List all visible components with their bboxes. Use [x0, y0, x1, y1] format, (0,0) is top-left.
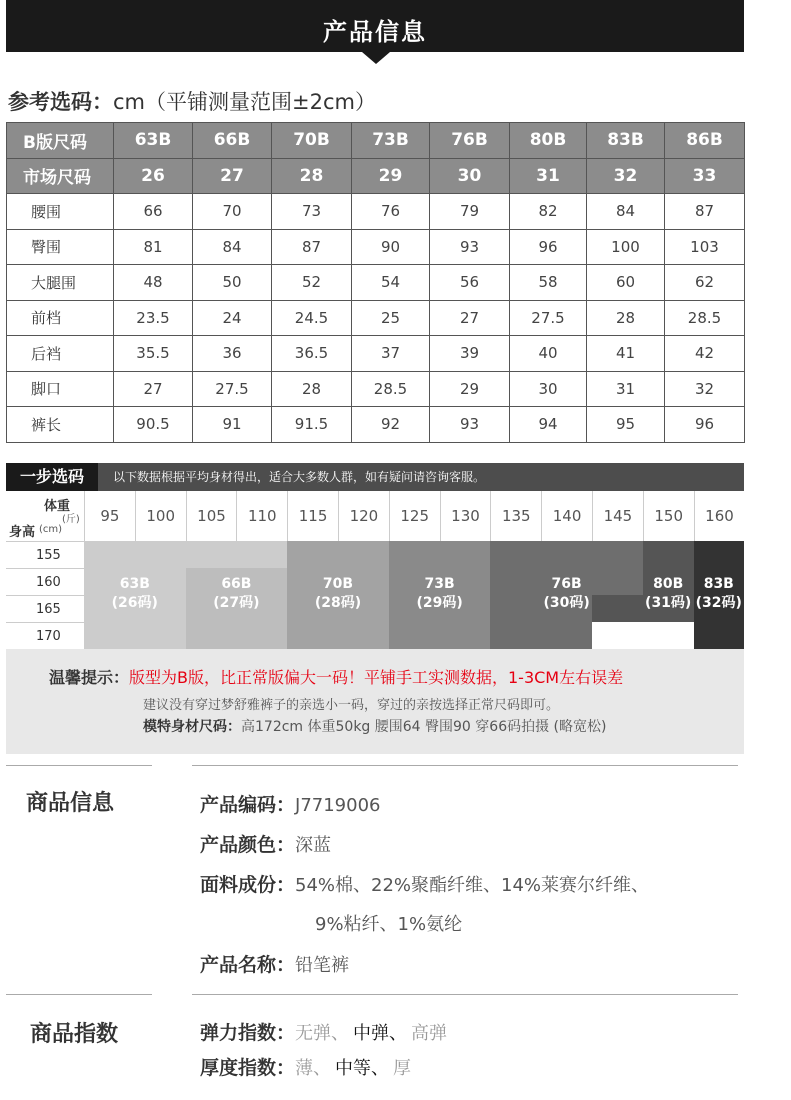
size-header-row [7, 123, 745, 159]
tips-model-line [143, 716, 606, 736]
option: 厚 [393, 1058, 412, 1079]
weight-value: 110 [236, 491, 287, 541]
weight-label: 体重 [44, 499, 71, 514]
height-label: 身高 [9, 525, 36, 540]
size-cell: 31 [587, 371, 665, 407]
size-cell: 76B [430, 123, 510, 159]
divider [6, 765, 152, 766]
size-zone [287, 622, 389, 649]
market-size: (28码) [314, 595, 362, 611]
size-zone [186, 541, 288, 568]
size-cell: 100 [587, 229, 665, 265]
reference-label: 参考选码： [8, 90, 113, 114]
size-cell: 28.5 [352, 371, 430, 407]
product-fabric-line1: 54%棉、22%聚酯纤维、14%莱赛尔纤维、 [295, 875, 650, 896]
divider [192, 765, 738, 766]
size-zone-label [643, 575, 694, 613]
weight-value: 95 [84, 491, 135, 541]
market-size: (30码) [543, 595, 590, 611]
size-cell: 91 [193, 407, 272, 443]
size-data-row [7, 407, 745, 443]
size-code: 86B [752, 576, 783, 592]
size-cell: 27 [193, 158, 272, 194]
divider [192, 994, 738, 995]
height-value: 165 [6, 595, 84, 622]
size-zone-label [490, 575, 642, 613]
option: 无弹、 [295, 1023, 350, 1044]
size-code: 76B [551, 576, 582, 592]
market-size: (32码) [695, 595, 742, 611]
size-header-row [7, 158, 745, 194]
market-size: (26码) [111, 595, 158, 611]
row-label: B版尺码 [7, 123, 114, 159]
size-cell: 80B [510, 123, 587, 159]
size-cell: 25 [352, 300, 430, 336]
elasticity-label: 弹力指数： [200, 1022, 296, 1044]
size-cell: 87 [272, 229, 352, 265]
product-color-label: 产品颜色： [200, 834, 296, 856]
height-value: 160 [6, 568, 84, 595]
weight-value: 150 [643, 491, 694, 541]
size-cell: 83B [587, 123, 665, 159]
size-data-row [7, 229, 745, 265]
banner-title: 产品信息 [323, 18, 427, 46]
size-table [6, 122, 745, 443]
thickness-row [200, 1053, 411, 1080]
row-label: 腰围 [7, 194, 114, 230]
model-info: 高172cm 体重50kg 腰围64 臀围90 穿66码拍摄 (略宽松) [241, 719, 607, 735]
size-cell: 33 [665, 158, 745, 194]
size-cell: 84 [587, 194, 665, 230]
size-cell: 24 [193, 300, 272, 336]
weight-value: 135 [490, 491, 541, 541]
product-code-label: 产品编码： [200, 794, 296, 816]
row-label: 臀围 [7, 229, 114, 265]
size-cell: 32 [665, 371, 745, 407]
size-zone-label [389, 575, 491, 613]
size-zone-label [287, 575, 389, 613]
size-cell: 60 [587, 265, 665, 301]
size-data-row [7, 194, 745, 230]
weight-unit: (斤) [62, 514, 80, 525]
size-cell: 63B [114, 123, 193, 159]
weight-value: 105 [186, 491, 237, 541]
size-code: 80B [653, 576, 684, 592]
quick-size-title: 一步选码 [6, 463, 98, 491]
size-cell: 92 [352, 407, 430, 443]
size-cell: 73B [352, 123, 430, 159]
size-cell: 96 [665, 407, 745, 443]
size-cell: 86B [665, 123, 745, 159]
elasticity-row [200, 1018, 447, 1045]
model-label: 模特身材尺码： [143, 719, 241, 735]
size-cell: 103 [665, 229, 745, 265]
product-fabric-row [200, 870, 649, 897]
product-code-row [200, 790, 381, 817]
option: 高弹 [411, 1023, 448, 1044]
size-cell: 90 [352, 229, 430, 265]
size-cell: 90.5 [114, 407, 193, 443]
quick-size-bar [6, 463, 744, 491]
product-name-row [200, 950, 349, 977]
size-cell: 29 [352, 158, 430, 194]
size-zone-label [84, 575, 186, 613]
option-selected: 中等、 [335, 1058, 390, 1079]
size-code: 66B [221, 576, 252, 592]
product-index-title: 商品指数 [30, 1022, 119, 1047]
size-cell: 28.5 [665, 300, 745, 336]
height-value: 155 [6, 541, 84, 568]
size-cell: 28 [272, 371, 352, 407]
thickness-label: 厚度指数： [200, 1057, 296, 1079]
height-unit: (cm) [39, 524, 63, 535]
row-label: 脚口 [7, 371, 114, 407]
size-cell: 81 [114, 229, 193, 265]
size-cell: 82 [510, 194, 587, 230]
reference-unit: cm（平铺测量范围±2cm） [113, 90, 376, 114]
size-cell: 70B [272, 123, 352, 159]
weight-value: 120 [338, 491, 389, 541]
weight-value: 115 [287, 491, 338, 541]
quick-size-desc: 以下数据根据平均身材得出，适合大多数人群，如有疑问请咨询客服。 [113, 470, 486, 484]
size-cell: 58 [510, 265, 587, 301]
size-cell: 28 [587, 300, 665, 336]
size-data-row [7, 300, 745, 336]
option: 薄、 [295, 1058, 332, 1079]
size-cell: 93 [430, 407, 510, 443]
tips-warning-line [49, 665, 623, 688]
tips-box [6, 649, 744, 754]
size-cell: 76 [352, 194, 430, 230]
size-zone-label [186, 575, 288, 613]
weight-value: 130 [440, 491, 491, 541]
row-label: 裤长 [7, 407, 114, 443]
size-cell: 52 [272, 265, 352, 301]
size-cell: 30 [430, 158, 510, 194]
tips-label: 温馨提示： [49, 668, 130, 687]
size-cell: 66 [114, 194, 193, 230]
tips-advice: 建议没有穿过梦舒雅裤子的亲选小一码，穿过的亲按选择正常尺码即可。 [143, 698, 560, 713]
row-label: 大腿围 [7, 265, 114, 301]
market-size: (27码) [213, 595, 260, 611]
size-cell: 30 [510, 371, 587, 407]
size-code: 63B [119, 576, 150, 592]
size-cell: 23.5 [114, 300, 193, 336]
size-zone-label [694, 575, 744, 613]
product-color-row [200, 830, 331, 857]
weight-value: 145 [592, 491, 643, 541]
size-cell: 37 [352, 336, 430, 372]
size-cell: 79 [430, 194, 510, 230]
market-size: (31码) [645, 595, 692, 611]
size-cell: 73 [272, 194, 352, 230]
market-size: (33码) [744, 595, 791, 611]
option-selected: 中弹、 [353, 1023, 408, 1044]
size-data-row [7, 371, 745, 407]
size-data-row [7, 336, 745, 372]
size-zone-label [744, 575, 790, 613]
size-cell: 94 [510, 407, 587, 443]
size-cell: 54 [352, 265, 430, 301]
row-label: 市场尺码 [7, 158, 114, 194]
size-cell: 24.5 [272, 300, 352, 336]
weight-value: 100 [135, 491, 186, 541]
market-size: (29码) [416, 595, 463, 611]
size-cell: 27 [430, 300, 510, 336]
size-cell: 48 [114, 265, 193, 301]
product-fabric-line2: 9%粘纤、1%氨纶 [315, 914, 463, 935]
size-cell: 41 [587, 336, 665, 372]
size-cell: 62 [665, 265, 745, 301]
weight-value: 140 [541, 491, 592, 541]
size-cell: 66B [193, 123, 272, 159]
size-cell: 32 [587, 158, 665, 194]
size-cell: 40 [510, 336, 587, 372]
product-name-label: 产品名称： [200, 954, 296, 976]
row-label: 前档 [7, 300, 114, 336]
reference-line [8, 86, 376, 116]
size-cell: 87 [665, 194, 745, 230]
header-banner [6, 0, 744, 52]
product-name: 铅笔裤 [295, 955, 350, 976]
size-cell: 26 [114, 158, 193, 194]
row-label: 后裆 [7, 336, 114, 372]
size-code: 83B [703, 576, 734, 592]
size-data-row [7, 265, 745, 301]
product-info-title: 商品信息 [26, 791, 115, 816]
size-cell: 42 [665, 336, 745, 372]
size-cell: 28 [272, 158, 352, 194]
size-cell: 93 [430, 229, 510, 265]
divider [6, 994, 152, 995]
size-cell: 84 [193, 229, 272, 265]
size-recommendation-chart [6, 491, 791, 649]
product-color: 深蓝 [295, 835, 332, 856]
size-cell: 96 [510, 229, 587, 265]
size-cell: 29 [430, 371, 510, 407]
size-cell: 35.5 [114, 336, 193, 372]
size-cell: 31 [510, 158, 587, 194]
product-fabric-label: 面料成份： [200, 874, 296, 896]
weight-value: 160 [694, 491, 745, 541]
size-cell: 95 [587, 407, 665, 443]
tips-warning: 版型为B版，比正常版偏大一码！平铺手工实测数据，1-3CM左右误差 [129, 668, 624, 687]
product-code: J7719006 [295, 795, 381, 816]
size-cell: 27.5 [193, 371, 272, 407]
size-cell: 27 [114, 371, 193, 407]
weight-value: 125 [389, 491, 440, 541]
size-cell: 70 [193, 194, 272, 230]
size-cell: 56 [430, 265, 510, 301]
size-code: 73B [424, 576, 455, 592]
size-cell: 27.5 [510, 300, 587, 336]
size-cell: 50 [193, 265, 272, 301]
height-value: 170 [6, 622, 84, 649]
banner-pointer [362, 52, 390, 64]
size-code: 70B [322, 576, 354, 592]
size-cell: 36.5 [272, 336, 352, 372]
size-cell: 36 [193, 336, 272, 372]
size-cell: 91.5 [272, 407, 352, 443]
size-cell: 39 [430, 336, 510, 372]
